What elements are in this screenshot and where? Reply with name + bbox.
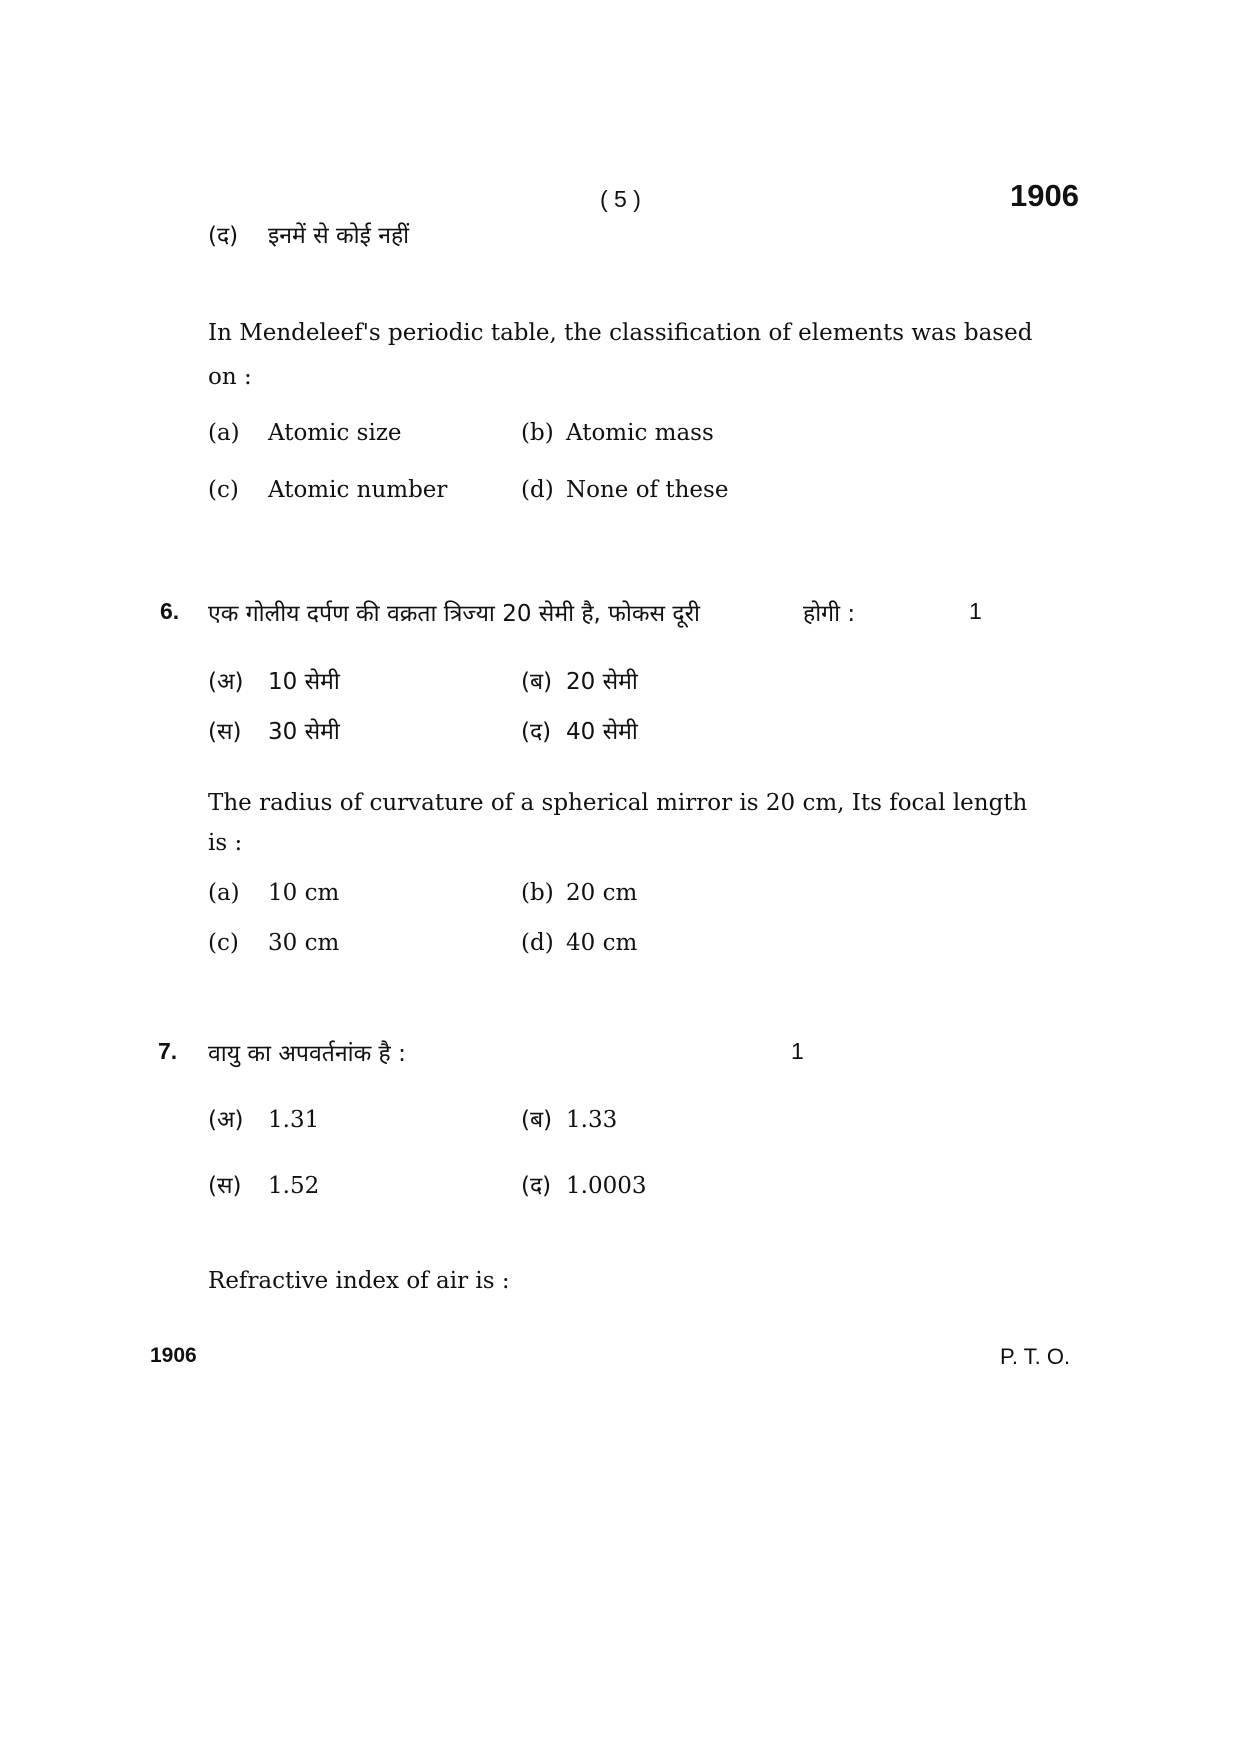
q5-option-c <box>208 477 447 503</box>
q6-option-c <box>208 930 339 956</box>
option-marker: (द) <box>208 223 239 249</box>
option-marker: (द) <box>521 719 552 745</box>
option-text: None of these <box>566 477 729 503</box>
option-marker: (स) <box>208 719 242 745</box>
q6-hindi-question: एक गोलीय दर्पण की वक्रता त्रिज्या 20 सेमी है, फोकस दूरी <box>208 601 700 627</box>
option-text: Atomic number <box>268 477 448 503</box>
option-marker: (स) <box>208 1173 242 1199</box>
q6-marks: 1 <box>969 598 982 624</box>
q6-hindi-option-d <box>521 714 638 746</box>
option-text: 1.33 <box>566 1107 618 1133</box>
page-number: ( 5 ) <box>600 186 641 212</box>
footer-code: 1906 <box>150 1344 197 1367</box>
q7-hindi-option-a <box>208 1102 319 1134</box>
q6-option-b <box>521 880 637 906</box>
q7-hindi-option-b <box>521 1102 617 1134</box>
q6-hindi-question-end: होगी : <box>803 601 856 627</box>
option-marker: (d) <box>521 477 554 503</box>
option-text: 1.0003 <box>566 1173 647 1199</box>
q7-hindi-question: वायु का अपवर्तनांक है : <box>208 1041 406 1067</box>
option-text: 40 cm <box>566 930 638 956</box>
q7-hindi-option-d <box>521 1168 646 1200</box>
option-marker: (d) <box>521 930 554 956</box>
option-text: इनमें से कोई नहीं <box>268 223 410 249</box>
option-marker: (द) <box>521 1173 552 1199</box>
option-marker: (ब) <box>521 1107 553 1133</box>
option-marker: (ब) <box>521 669 553 695</box>
q6-option-d <box>521 930 637 956</box>
q7-hindi-option-c <box>208 1168 319 1200</box>
q5-hindi-option-d <box>208 218 409 250</box>
q6-number: 6. <box>160 598 180 624</box>
q6-hindi-option-b <box>521 664 638 696</box>
q7-english-question: Refractive index of air is : <box>208 1268 510 1294</box>
q6-option-a <box>208 880 339 906</box>
q6-english-question-line1: The radius of curvature of a spherical mirror is 20 cm, Its focal length <box>208 790 1028 816</box>
option-text: 1.52 <box>268 1173 320 1199</box>
q7-number: 7. <box>158 1038 178 1064</box>
option-marker: (b) <box>521 880 554 906</box>
option-text: Atomic mass <box>566 420 714 446</box>
q5-english-question-line1: In Mendeleef's periodic table, the classification of elements was based <box>208 320 1033 346</box>
option-text: 1.31 <box>268 1107 320 1133</box>
footer-pto: P. T. O. <box>1000 1344 1071 1369</box>
option-marker: (a) <box>208 420 240 446</box>
option-text: 10 cm <box>268 880 340 906</box>
q6-hindi-option-a <box>208 664 340 696</box>
q5-option-d <box>521 477 728 503</box>
option-text: 20 सेमी <box>566 669 638 695</box>
option-marker: (a) <box>208 880 240 906</box>
q7-marks: 1 <box>791 1038 804 1064</box>
option-text: 30 cm <box>268 930 340 956</box>
option-text: 30 सेमी <box>268 719 340 745</box>
q5-option-a <box>208 420 402 446</box>
option-text: 20 cm <box>566 880 638 906</box>
option-marker: (अ) <box>208 669 244 695</box>
option-marker: (c) <box>208 477 239 503</box>
option-marker: (c) <box>208 930 239 956</box>
q6-english-question-line2: is : <box>208 830 243 856</box>
q5-english-question-line2: on : <box>208 364 252 390</box>
q6-hindi-option-c <box>208 714 340 746</box>
option-marker: (अ) <box>208 1107 244 1133</box>
paper-code: 1906 <box>1010 178 1079 213</box>
q5-option-b <box>521 420 714 446</box>
option-text: 40 सेमी <box>566 719 638 745</box>
option-marker: (b) <box>521 420 554 446</box>
option-text: 10 सेमी <box>268 669 340 695</box>
option-text: Atomic size <box>268 420 402 446</box>
